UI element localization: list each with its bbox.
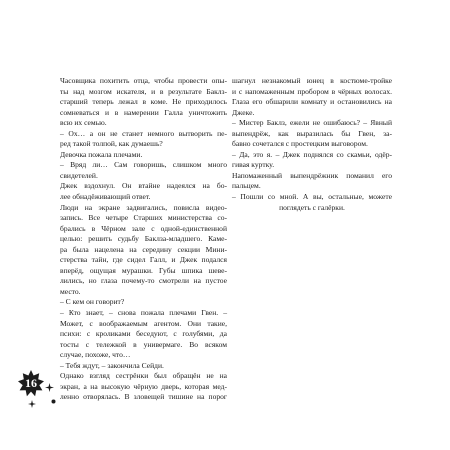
text-line: – Кто знает, – снова пожала плечами Гвен. – bbox=[60, 308, 227, 318]
text-line: вперёд, ощущая мурашки. Губы шпика шеве- bbox=[60, 265, 227, 275]
text-line: гивая куртку. bbox=[232, 160, 275, 170]
text-line: пальцем. bbox=[232, 181, 261, 191]
text-line: и с напомаженным пробором в чёрных волосах. bbox=[232, 86, 392, 96]
text-line: экран, а на высокую чёрную дверь, которая мед- bbox=[60, 381, 227, 391]
text-line: Люди на экране задвигались, повисла видео- bbox=[60, 202, 227, 212]
text-line: – Ох… а он не станет немного вытворить пе- bbox=[60, 128, 227, 138]
text-line: – Пошли со мной. А вы, остальные, можете bbox=[232, 192, 392, 202]
right-text-column bbox=[232, 76, 392, 213]
text-line: шагнул незнакомый юнец в костюме-тройке bbox=[232, 76, 392, 85]
text-line: сомневаться и в намерении Галла уничтожить bbox=[60, 107, 227, 117]
text-line: стерства тайн, где сидел Галл, и Джек подался bbox=[60, 255, 227, 265]
text-line: брались в Чёрном зале с одной-единственной bbox=[60, 223, 227, 233]
text-line: Джеке. bbox=[232, 107, 255, 117]
text-line: – Вряд ли… Сам говоришь, слишком много bbox=[60, 160, 227, 170]
text-line: Девочка пожала плечами. bbox=[60, 149, 143, 159]
text-line: бавно сочетался с простецким выговором. bbox=[232, 139, 368, 149]
text-line: тосты с тележкой в универмаге. Во всяком bbox=[60, 339, 227, 349]
text-line: Однако взгляд сестрёнки был обращён не на bbox=[60, 371, 227, 381]
text-line: ред такой толпой, как думаешь? bbox=[60, 139, 163, 149]
dot-icon bbox=[51, 399, 56, 404]
text-line: запись. Все четыре Старших министерства со- bbox=[60, 213, 227, 223]
text-line: – С кем он говорит? bbox=[60, 297, 125, 307]
text-line: всю их семью. bbox=[60, 118, 107, 128]
text-line: Глаза его обшарили комнату и остановились на bbox=[232, 97, 392, 107]
text-line: целью: решить судьбу Баклза-младшего. Каме- bbox=[60, 234, 227, 244]
sparkle-icon bbox=[45, 383, 54, 392]
text-line: – Да, это я. – Джек поднялся со скамьи, одёр- bbox=[232, 149, 392, 159]
sparkle-icon bbox=[28, 400, 36, 408]
text-line: психи: с кроликами беседуют, с голубями, да bbox=[60, 329, 227, 339]
text-line: Джек вздохнул. Он втайне надеялся на бо- bbox=[60, 181, 227, 191]
text-line: – Тебя ждут, – закончила Сейди. bbox=[60, 360, 164, 370]
text-line: свидетелей. bbox=[60, 170, 98, 180]
text-line: Может, с воображаемым агентом. Они такие, bbox=[60, 318, 227, 328]
text-line: ты над мозгом искателя, и в результате Баклз- bbox=[60, 86, 227, 96]
text-line: Часовщика похитить отца, чтобы провести опы- bbox=[60, 76, 227, 85]
text-line: случае, похоже, что… bbox=[60, 350, 131, 360]
text-line: старший теперь лежал в коме. Не приходилось bbox=[60, 97, 227, 107]
text-line: – Мистер Баклз, ежели не ошибаюсь? – Явный bbox=[232, 118, 392, 128]
text-line: поглядеть с галёрки. bbox=[279, 202, 345, 212]
text-line: ленно отворялась. В зловещей тишине на порог bbox=[60, 392, 227, 402]
text-line: лее обнадёживающий ответ. bbox=[60, 192, 151, 202]
text-line: выпендрёж, как выразилась бы Гвен, за- bbox=[232, 128, 392, 138]
page-number: 16 bbox=[25, 376, 37, 390]
left-text-column bbox=[60, 76, 227, 403]
text-line: лились, но глаза почему-то смотрели на пустое bbox=[60, 276, 227, 286]
text-line: ра была нацелена на середину секции Мини- bbox=[60, 244, 227, 254]
text-line: Напомаженный выпендрёжник поманил его bbox=[232, 170, 392, 180]
text-line: место. bbox=[60, 286, 81, 296]
